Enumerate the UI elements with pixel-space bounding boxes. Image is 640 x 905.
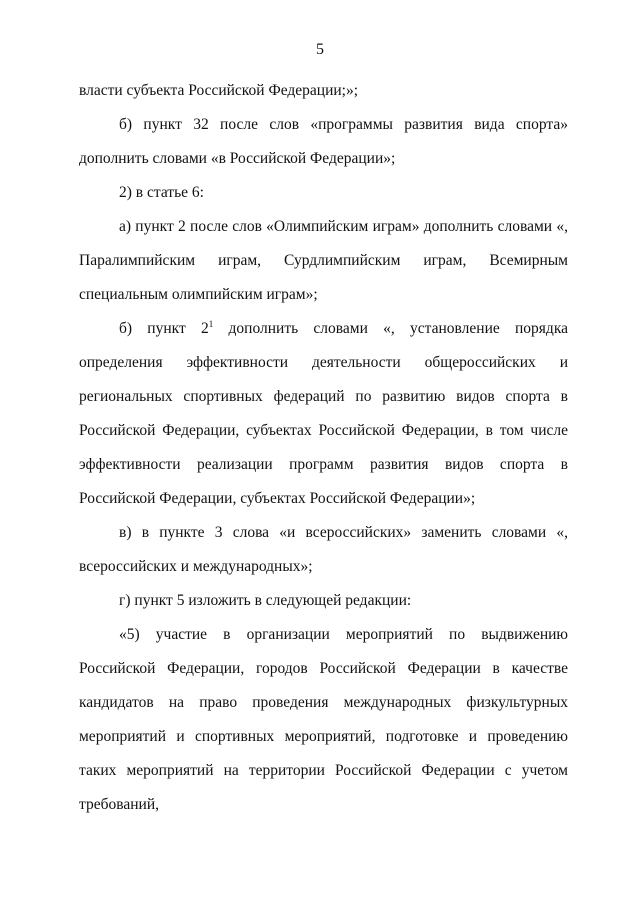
paragraph: а) пункт 2 после слов «Олимпийским играм» дополнить словами «, Паралимпийским играм, Сурдлимпийским играм, Всемирным специальным олимпийским играм»; <box>79 218 568 303</box>
paragraph: «5) участие в организации мероприятий по выдвижению Российской Федерации, городов Российской Федерации в качестве кандидатов на право проведения международных физкультурных мероприятий и спортивных мероприятий, подготовке и проведению таких мероприятий на территории Российской Федерации с учетом требований, <box>79 626 568 813</box>
paragraph-text: б) пункт 2 <box>119 320 209 337</box>
paragraph-text: дополнить словами «, установление порядка определения эффективности деятельности общероссийских и региональных спортивных федераций по развитию видов спорта в Российской Федерации, субъектах Российской Федерации, в том числе эффективности реализации программ развития видов спорта в Российской Федерации, субъектах Российской Федерации»; <box>79 320 568 507</box>
document-body <box>79 74 568 822</box>
paragraph: б) пункт 32 после слов «программы развития вида спорта» дополнить словами «в Российской Федерации»; <box>79 116 568 167</box>
paragraph-with-superscript <box>79 312 568 516</box>
paragraph: г) пункт 5 изложить в следующей редакции: <box>119 592 412 609</box>
paragraph: власти субъекта Российской Федерации;»; <box>79 82 359 99</box>
paragraph: 2) в статье 6: <box>119 184 204 201</box>
page-number: 5 <box>316 41 324 58</box>
paragraph: в) в пункте 3 слова «и всероссийских» заменить словами «, всероссийских и международных»; <box>79 524 568 575</box>
superscript: 1 <box>208 319 214 329</box>
